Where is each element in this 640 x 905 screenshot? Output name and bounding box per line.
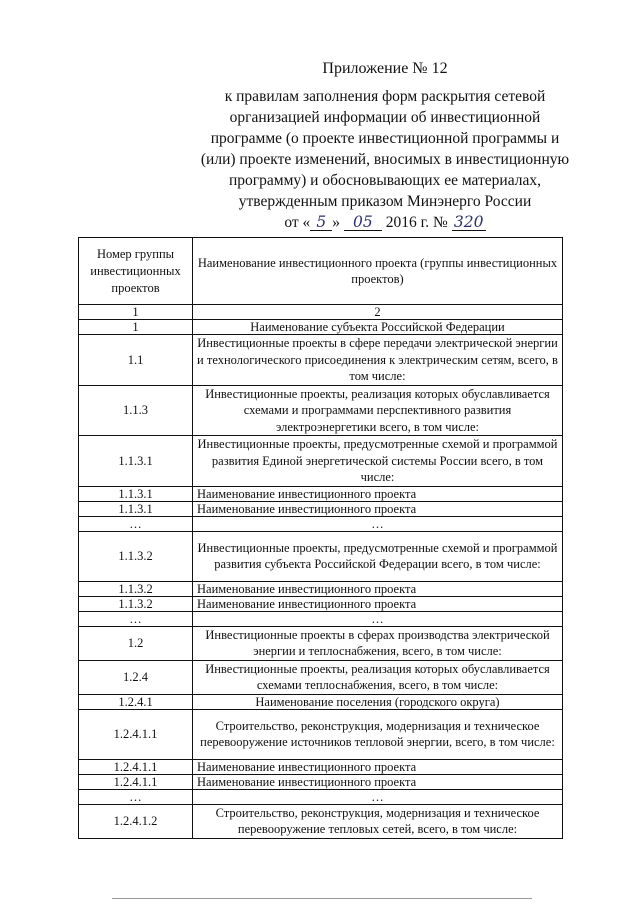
group-number: 1 (79, 320, 193, 335)
group-number: 1.2.4 (79, 660, 193, 694)
scan-edge-line (112, 898, 532, 899)
project-name: Наименование инвестиционного проекта (193, 759, 563, 774)
table-header-row (79, 238, 563, 305)
group-number: 1.1.3.1 (79, 436, 193, 487)
table-row (79, 709, 563, 759)
column-header-project-name: Наименование инвестиционного проекта (группы инвестиционных проектов) (193, 238, 563, 305)
group-number: … (79, 516, 193, 531)
header-line: организацией информации об инвестиционной (229, 109, 541, 126)
investment-projects-table (78, 237, 563, 839)
project-name: Наименование инвестиционного проекта (193, 596, 563, 611)
table-row (79, 611, 563, 626)
project-name: Инвестиционные проекты в сферах производства электрической энергии и теплоснабжения, всего, в том числе: (193, 626, 563, 660)
table-row (79, 759, 563, 774)
group-number: 1.1.3.2 (79, 581, 193, 596)
project-name: Инвестиционные проекты, реализация которых обуславливается схемами и программами перспективного развития электроэнергетики всего, в том числе: (193, 385, 563, 436)
table-row (79, 774, 563, 789)
column-header-group-number: Номер группы инвестиционных проектов (79, 238, 193, 305)
table-row (79, 804, 563, 838)
table-row (79, 486, 563, 501)
group-number: … (79, 611, 193, 626)
project-name: Наименование инвестиционного проекта (193, 501, 563, 516)
table-row (79, 694, 563, 709)
table-row (79, 516, 563, 531)
group-number: 1.2.4.1.1 (79, 774, 193, 789)
group-number: 1.1.3.2 (79, 596, 193, 611)
group-number: 1.2.4.1.2 (79, 804, 193, 838)
appendix-title: Приложение № 12 (322, 60, 448, 77)
date-day-handwritten: 5 (310, 215, 332, 231)
group-number: 1.2.4.1.1 (79, 709, 193, 759)
project-name: Наименование инвестиционного проекта (193, 486, 563, 501)
group-number: 1.1.3.1 (79, 501, 193, 516)
date-month-handwritten: 05 (344, 215, 382, 231)
order-date-line (190, 212, 580, 233)
project-name: Наименование инвестиционного проекта (193, 581, 563, 596)
date-year: 2016 г. № (381, 214, 452, 231)
table-row (79, 385, 563, 436)
table-row (79, 581, 563, 596)
document-header (190, 58, 580, 233)
table-row (79, 501, 563, 516)
project-name: … (193, 516, 563, 531)
table-row (79, 660, 563, 694)
table-row (79, 320, 563, 335)
column-number: 2 (193, 305, 563, 320)
date-prefix: от « (284, 214, 311, 231)
group-number: … (79, 789, 193, 804)
project-name: … (193, 789, 563, 804)
order-number-handwritten: 320 (452, 215, 486, 231)
group-number: 1.2.4.1 (79, 694, 193, 709)
group-number: 1.1.3.2 (79, 531, 193, 581)
project-name: Строительство, реконструкция, модернизация и техническое перевооружение тепловых сетей, всего, в том числе: (193, 804, 563, 838)
project-name: Наименование инвестиционного проекта (193, 774, 563, 789)
table-row (79, 335, 563, 386)
header-line: (или) проекте изменений, вносимых в инвестиционную (200, 151, 570, 168)
table-row (79, 596, 563, 611)
project-name: Наименование субъекта Российской Федерации (193, 320, 563, 335)
table-row (79, 531, 563, 581)
group-number: 1.1 (79, 335, 193, 386)
project-name: Строительство, реконструкция, модернизация и техническое перевооружение источников тепловой энергии, всего, в том числе: (193, 709, 563, 759)
header-line: программе (о проекте инвестиционной программы и (210, 130, 560, 147)
group-number: 1.2 (79, 626, 193, 660)
project-name: Инвестиционные проекты, предусмотренные схемой и программой развития Единой энергетической системы России всего, в том числе: (193, 436, 563, 487)
column-numbers-row (79, 305, 563, 320)
table-row (79, 789, 563, 804)
column-number: 1 (79, 305, 193, 320)
header-line: программу) и обосновывающих ее материалах, (229, 172, 541, 189)
project-name: Инвестиционные проекты в сфере передачи электрической энергии и технологического присоединения к электрическим сетям, всего, в том числе: (193, 335, 563, 386)
group-number: 1.1.3 (79, 385, 193, 436)
group-number: 1.2.4.1.1 (79, 759, 193, 774)
group-number: 1.1.3.1 (79, 486, 193, 501)
project-name: Инвестиционные проекты, предусмотренные схемой и программой развития субъекта Российской Федерации всего, в том числе: (193, 531, 563, 581)
project-name: Наименование поселения (городского округа) (193, 694, 563, 709)
date-mid: » (332, 214, 344, 231)
header-line: к правилам заполнения форм раскрытия сетевой (224, 88, 546, 105)
table-row (79, 626, 563, 660)
project-name: Инвестиционные проекты, реализация которых обуславливается схемами теплоснабжения, всего, в том числе: (193, 660, 563, 694)
table-row (79, 436, 563, 487)
header-line: утвержденным приказом Минэнерго России (238, 193, 532, 210)
project-name: … (193, 611, 563, 626)
